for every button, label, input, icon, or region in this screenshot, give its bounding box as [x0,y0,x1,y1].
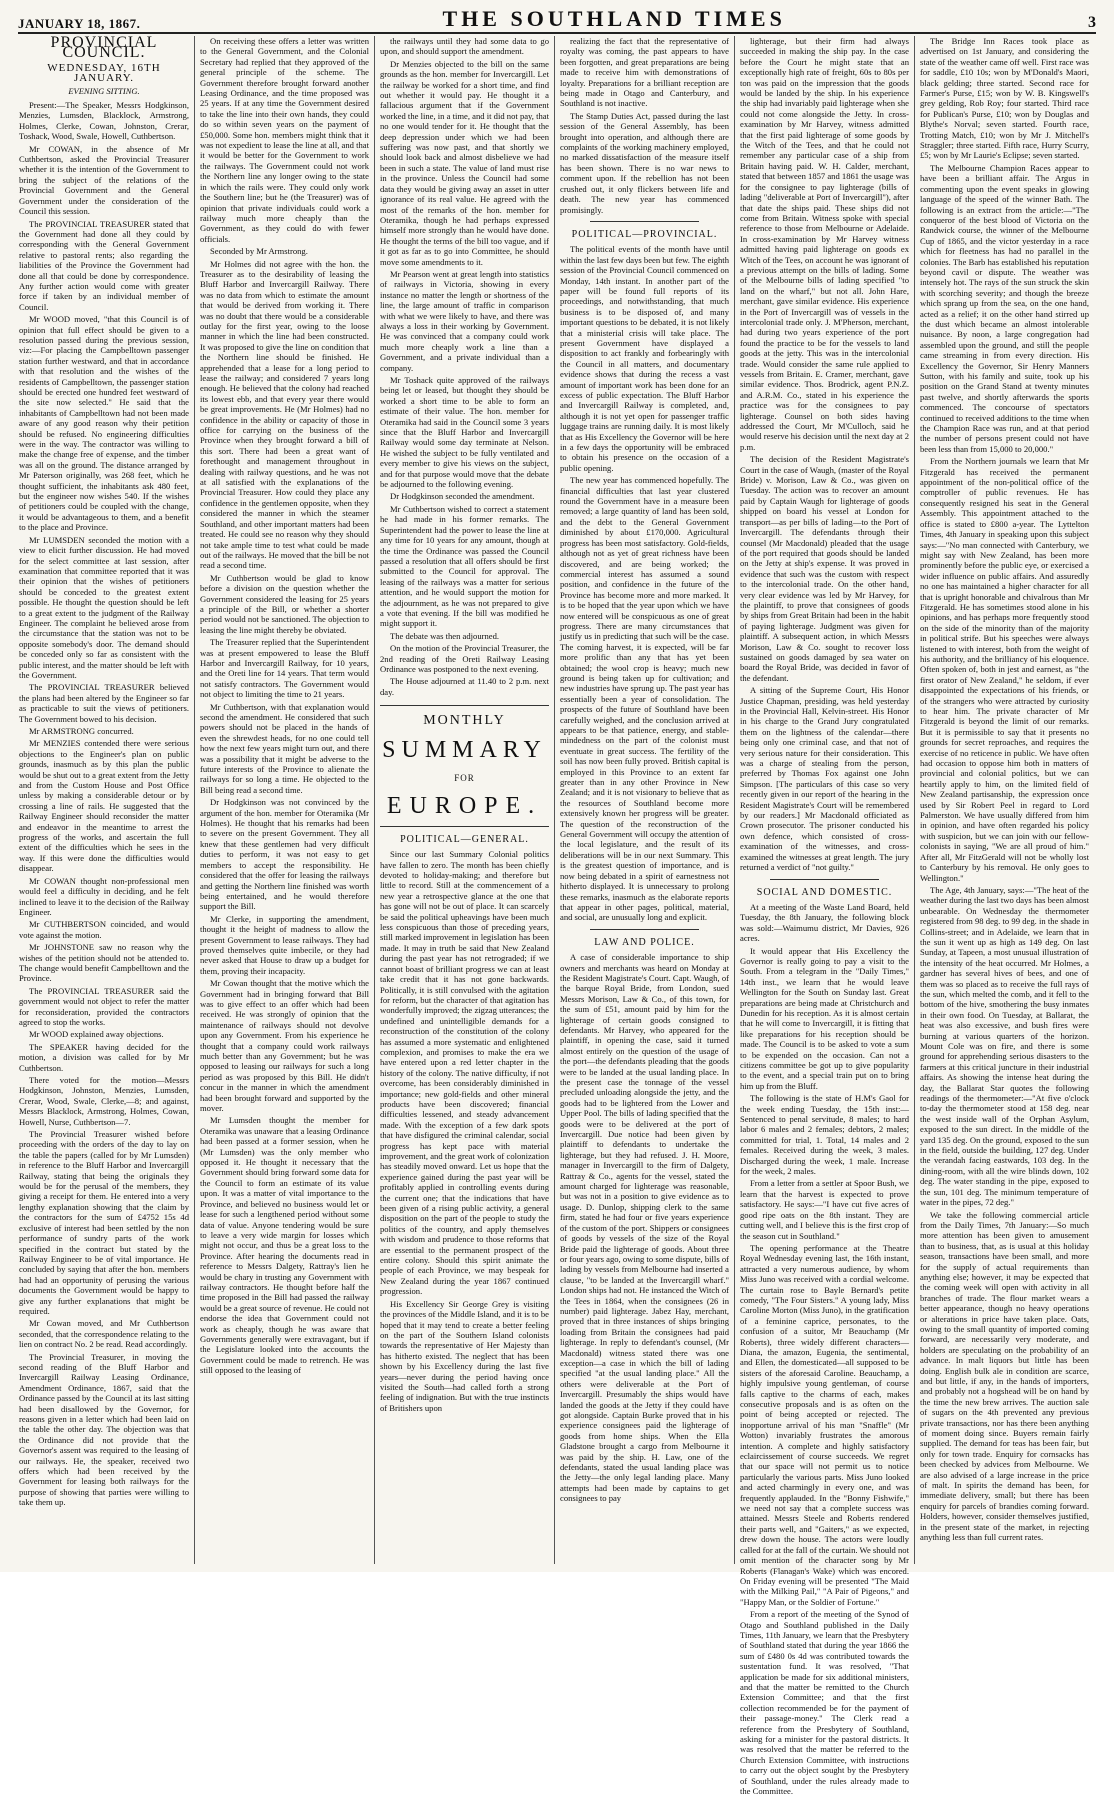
section-heading: SOCIAL AND DOMESTIC. [756,886,893,898]
section-heading: POLITICAL—PROVINCIAL. [571,228,718,240]
summary-line-summary: SUMMARY [382,736,547,763]
page-number: 3 [1087,14,1096,31]
newspaper-title: THE SOUTHLAND TIMES [442,6,786,31]
paragraph: The Bridge Inn Races took place as advertised on 1st January, and considering the state of the weather came off well. First race was for saddle, £10 10s; won by M'Donald's Maori, black gelding; three started. Second race for Farmer's Purse, £15; won by W. B. Kingswell's grey gelding, Rob Roy; four started. Third race for Publican's Purse, £10; won by Douglas and Blythe's Norval; seven started. Fourth race, Trotting Match, £10; won by Mr J. Mitchell's Straggler; three started. Fifth race, Hurry Scurry, £5; won by Mr Laurie's Eclipse; seven started. [920,36,1089,161]
paragraph: From a report of the meeting of the Synod of Otago and Southland published in the Daily Times, 11th January, we learn that the Presbytery of Southland stated that during the year 1866 the sum of £480 0s 4d was contributed towards the sustentation fund. It was resolved, "That application be made for six additional ministers, and that the matter be remitted to the Church Extension Committee; and that the first collection recommended be for the payment of their passage-money." The Clerk read a reference from the Presbytery of Southland, asking for a minister for the pastoral districts. It was resolved that the matter be referred to the Church Extension Committee, with instructions to carry out the object sought by the Presbytery of Southland, under the rules already made to the Committee. [740,1609,909,1796]
paragraph: lighterage, but their firm had always succeeded in making the ship pay. In the case before the Court he might state that an exceptionally high rate of freight, 60s to 80s per ton was paid on the impression that the goods would be landed by the ship. In his experience the ship had invariably paid lighterage when she could not come alongside the Jetty. In cross-examination by Mr Harvey, witness admitted that the first paid lighterage of some goods by the Witch of the Tees, and that he could not remember any particular case of a ship from Britain having paid. W. H. Calder, merchant, stated that between 1857 and 1861 the usage was for the consignee to pay lighterage (bills of lading "deliverable at Port of Invercargill"), after that date the ships paid. These ships did not come from Britain. Witness spoke with special reference to those from Melbourne or Adelaide. In cross-examination by Mr Harvey witness admitted having paid lighterage on goods ex Witch of the Tees, on account he was ignorant of a previous attempt on the bills of lading. Some of the Melbourne bills of lading specified "to land on the wharf," but not all. John Hare, merchant, gave similar evidence. His experience in the Port of Invercargill was of vessels in the intercolonial trade only. J. M'Pherson, merchant, had during two years experience of the port found the practice to be for the vessels to land goods at the jetty. This was in the intercolonial trade. Would consider the same rule applied to vessels from Britain. E. Cramer, merchant, gave similar evidence. Thos. Brodrick, agent P.N.Z. and A.R.M. Co., stated in his experience the practice was for the consignees to pay lighterage. Counsel on both sides having addressed the Court, Mr M'Culloch, said he would reserve his decision until the next day at 2 p.m. [740,36,909,452]
paragraph: Dr Hodgkinson was not convinced by the argument of the hon. member for Oteramika (Mr Holmes). He thought that his remarks had been to severe on the present Government. They all knew that these gentlemen had very difficult duties to perform, it was not easy to get members to accept the responsibility. He considered that the offer for leasing the railways and getting the Northern line finished was worth being entertained, and he would therefore support the Bill. [200,797,369,912]
summary-line-for: FOR [454,773,475,783]
paragraph: There voted for the motion—Messrs Hodgkinson, Johnston, Menzies, Lumsden, Crerar, Wood, Swale, Clerke,—8; and against, Messrs Blacklock, Armstrong, Holmes, Cowan, Howell, Nurse, Cuthbertson—7. [19,1075,189,1127]
paragraph: The Provincial Treasurer wished before proceeding with the orders of the day to lay on the table the papers (called for by Mr Lumsden) in reference to the Bluff Harbor and Invercargill Railway, stating that being the originals they would be for the perusal of the members, they giving a receipt for them. He entered into a very lengthy explanation showing that the claim by the contractors for the sum of £4752 15s 4d exclusive of interest had been settled by the non performance of sundry parts of the work specified in the contract but stated by the Railway Engineer to be of vital importance. He concluded by saying that after the hon. members had had an opportunity of perusing the various documents the Government would be happy to give any further explanations that might be required. [19,1129,189,1316]
section-heading: POLITICAL—GENERAL. [400,833,529,845]
paragraph: Mr CUTHBERTSON coincided, and would vote against the motion. [19,919,189,940]
paragraph: Mr JOHNSTONE saw no reason why the wishes of the petition should not be attended to. The change would benefit Campbelltown and the Province. [19,942,189,984]
sitting-date: WEDNESDAY, 16TH JANUARY. [47,61,161,85]
section-heading: PROVINCIAL COUNCIL. [50,34,158,62]
paragraph: Mr ARMSTRONG concurred. [29,726,134,736]
paragraph: The following is the state of H.M's Gaol for the week ending Tuesday, the 15th inst:—Sentenced to penal servitude, 8 males; to hard labor 6 males and 2 females; debtors, 2 males; committed for trial, 1. Total, 14 males and 2 females. Received during the week, 3 males. Discharged during the week, 1 male. Increase for the week, 2 males. [740,1093,909,1177]
paragraph: The opening performance at the Theatre Royal Wednesday evening last, the 16th instant, attracted a very numerous audience, by whom Miss Juno was received with a cordial welcome. The curtain rose to Bayle Bernard's petite comedy, "The Four Sisters." A young lady, Miss Caroline Morton (Miss Juno), in the gratification of a feminine caprice, personates, to the confusion of a suitor, Mr Beauchamp (Mr Roberts), three widely different characters—Diana, the amazon, Eugenia, the sentimental, and Ellen, the domesticated—all supposed to be sisters of the aforesaid Caroline. Beauchamp, a highly impulsive young gentleman, of course falls captive to the charms of each, makes consecutive proposals and is as often on the point of being accepted or rejected. The inopportune arrival of his man "Snaffle" (Mr Wotton) invariably frustrates the amorous intention. A complete and highly satisfactory eclaircissement of course succeeds. We regret that our space will not permit us to notice particularly the various parts. Miss Juno looked and acted charmingly in every one, and was frequently applauded. In the "Bonny Fishwife," we need not say that a complete success was attained. Messrs Steele and Roberts rendered their parts well, and "Gaiters," as we expected, drew down the house. The actors were loudly called for at the fall of the curtain. We should not omit mention of the character song by Mr Roberts (Flanagan's Wake) which was encored. On Friday evening will be presented "The Maid with the Milking Pail," "A Pair of Pigeons," and "Happy Man, or the Soldier of Fortune." [740,1242,909,1607]
paragraph: The new year has commenced hopefully. The financial difficulties that last year clustered round the Government have in a measure been removed; a large quantity of land has been sold, and the debt to the General Government diminished by about £170,000. Agricultural progress has been most satisfactory. Gold-fields, although not as yet of great richness have been discovered, and are being worked; the commercial interest has assumed a sound position, and confidence in the future of the Province has become more and more marked. It is to be hoped that the year upon which we have now entered will be conspicuous as one of great progress. There are many circumstances that justify us in predicting that such will be the case. The coming harvest, it is expected, will be far more prolific than any that has yet been obtained; the wool crop is heavy; much new ground is being taken up for cultivation; and new industries have sprung up. The past year has essentially been a year of consolidation. The prospects of the future of Southland have been carefully weighed, and the conclusion arrived at appears to be that patience, energy, and stable-mindedness on the part of the colonist must eventuate in great success. The fertility of the soil has now been fully proved. British capital is employed in this Province to an extent far greater than in any other Province in New Zealand; and it is not visionary to believe that as the resources of Southland become more extensively known her progress will be greater. The question of the reconstruction of the General Government will occupy the attention of the local legislature, and the result of its deliberations will be in our next Summary. This is the greatest question of importance, and is now being debated in a spirit of earnestness not hitherto displayed. It is unnecessary to prolong these remarks, inasmuch as the elaborate reports that appear in other pages, political, material, and social, are unusually long and explicit. [560,475,729,923]
monthly-summary-banner [380,705,549,827]
paragraph: Mr WOOD moved, "that this Council is of opinion that full effect should be given to a resolution passed during the previous session, viz:—For placing the Campbelltown passenger station further westward, and that in accordance with that resolution and the wishes of the residents of Campbelltown, the passenger station should be erected one hundred feet westward of the site now selected." He said that the inhabitants of Campbelltown had not been made aware of any good reason why their petition should be refused. No engineering difficulties were in the way. The contractor was willing to make the change free of expense, and the timber was all on the ground. The distance arranged by Mr Paterson originally, was 268 feet, which he thought sufficient, the inhabitants ask 480 feet, but the engineer now wishes 540. If the wishes of petitioners could be coupled with the change, it would be advantageous to them, and a benefit to the place and Province. [19,314,189,533]
paragraph: Present:—The Speaker, Messrs Hodgkinson, Menzies, Lumsden, Blacklock, Armstrong, Holmes, Clerke, Cowan, Johnston, Crerar, Toshack, Wood, Swale, Howell, Cuthbertson. [19,100,189,142]
paragraph: On receiving these offers a letter was written to the General Government, and the Colonial Secretary had replied that they approved of the general principle of the scheme. The Government therefore brought forward another Leasing Ordinance, and the time proposed was 25 years. If at any time the Government desired to take the line into their own hands, they could do so within seven years on the payment of £50,000. Some hon. members might think that it was not expedient to lease the line at all, and that it would be better for the Government to work the railways. The Government could not work the Northern line any longer owing to the state in which the rails were. They could only work the Southern line; but he (the Treasurer) was of opinion that private individuals could work a railway much more cheaply than the Government, as they could do with fewer officials. [200,36,369,244]
sitting-label: EVENING SITTING. [68,85,140,96]
paragraph: The PROVINCIAL TREASURER believed the plans had been altered by the Engineer so far as practicable to suit the views of petitioners. The Government bowed to his decision. [19,682,189,724]
paragraph: Mr Clerke, in supporting the amendment, thought it the height of madness to allow the present Government to lease railways. They had proved themselves quite imbecile, or they had never asked that House to draw up a budget for them, proving their incapacity. [200,913,369,976]
column-1 [14,36,194,1564]
paragraph: Mr LUMSDEN seconded the motion with a view to elicit further discussion. He had moved for the select committee at last session, after examination that committee reported that it was their opinion that the wishes of petitioners should be conceded to the greatest extent possible. He thought the question should be left to a great extent to the judgment of the Railway Engineer. The complaint he believed arose from the circumstance that the station was not to be opposite somebody's door. The demand should be conceded only so far as consistent with the public interest, and the matter should be left with the Government. [19,534,189,680]
column-6 [914,36,1094,1564]
paragraph: From the Northern journals we learn that Mr Fitzgerald has received the permanent appointment of the non-political office of the comptroller of public revenues. He has consequently resigned his seat in the General Assembly. This appointment attached to the office is stated to £800 a-year. The Lyttelton Times, 4th January in speaking upon this subject says:—"No man connected with Canterbury, we might say with New Zealand, has been more prominently before the public eye, or exercised a wider influence on public affairs. And assuredly no one has maintained a higher character for all that is upright honorable and chivalrous than Mr Fitzgerald. He has sometimes stood alone in his opinions, and has perhaps more frequently stood on the side of the minority than of the majority in political strife. But his speeches were always listened to with interest, both from the weight of his authority, and the brilliancy of his eloquence. Often spoken of, both in jest and earnest, as "the first orator of New Zealand," he seldom, if ever disappointed the expectations of his friends, or of the strangers who were attracted by curiosity to hear him. The private character of Mr Fitzgerald is beyond the limit of our remarks. But it is permissible to say that it presents no grounds for secret reproaches, and requires the exercise of no reticence in public. We have often had occasion to oppose him both in matters of provincial and colonial politics, but we can heartily apply to him, on the limited field of New Zealand partisanship, the expression once used by Sir Robert Peel in regard to Lord Palmerston. We have usually differed from him in opinion, and have often regarded his policy with suspicion, but we can join with our fellow-colonists in saying, "We are all proud of him." After all, Mr FitzGerald will not be wholly lost to Canterbury by his removal. He only goes to Wellington." [920,456,1089,883]
paragraph: Mr Cuthbertson would be glad to know before a division on the question whether the Government considered the leasing for 25 years a principle of the Bill, or whether a shorter period would not be sanctioned. The objection to leasing the line might thereby be obviated. [200,572,369,635]
paragraph: The Stamp Duties Act, passed during the last session of the General Assembly, has been brought into operation, and although there are complaints of the working machinery employed, no marked dissatisfaction of the measure itself has been shown. There is no war news to comment upon. If the rebellion has not been crushed out, it only flickers between life and death. The new year has commenced promisingly. [560,110,729,215]
paragraph: The political events of the month have until within the last few days been but few. The eighth session of the Provincial Council commenced on Monday, 14th instant. In another part of the paper will be found full reports of its proceedings, and notwithstanding, that much business is to be disposed of, and many important questions to be debated, it is not likely that a ministerial crisis will take place. The present Government have displayed a disposition to act frankly and forbearingly with the Council in all matters, and documentary evidence shows that during the recess a vast amount of important work has been done for an excess of public expectation. The Bluff Harbor and Invercargill Railway is completed, and, although it is not yet open for passenger traffic luggage trains are running daily. It is most likely that as His Excellency the Governor will be here in a few days the opportunity will be embraced to obtain his presence on the occasion of a public opening. [560,244,729,473]
paragraph: The SPEAKER having decided for the motion, a division was called for by Mr Cuthbertson. [19,1041,189,1073]
summary-line-monthly: MONTHLY [423,713,506,729]
paragraph: The PROVINCIAL TREASURER stated that the Government had done all they could by corresponding with the General Government relative to pastoral rents; also regarding the liabilities of the Province the Government had done all that could be done by correspondence. Any further action would come with greater force if taken by an individual member of Council. [19,218,189,312]
paragraph: Mr Pearson went at great length into statistics of railways in Victoria, showing in every instance no matter the length or shortness of the line, the large amount of traffic in comparison with what we were likely to have, and there was always a loss in their working by Government. He was convinced that a company could work much more cheaply work a line than a Government, and a private individual than a company. [380,268,549,373]
paragraph: At a meeting of the Waste Land Board, held Tuesday, the 8th January, the following block was sold:—Waimumu district, Mr Davies, 926 acres. [740,901,909,944]
paragraph: Mr Cuthbertson, with that explanation would second the amendment. He considered that such powers should not be placed in the hands of even the shrewdest heads, for no one could tell how the next few years might turn out, and there was a possibility that it might be adverse to the future interests of the Province to alienate the railways for so long a time. He objected to the Bill being read a second time. [200,701,369,795]
summary-line-europe: EUROPE. [386,793,543,820]
paragraph: Dr Menzies objected to the bill on the same grounds as the hon. member for Invercargill. Let the railway be worked for a short time, and find out whether it would pay. He thought it a fallacious argument that if the Government worked the line, in a time, and it did not pay, that no one would tender for it. He thought that the deep depression under which we had been suffering was now past, and that shortly we should look back and almost disbelieve we had been in such a state. The value of land must rise in the province. Unless the Council had some data they would be giving away an asset in utter ignorance of its real value. He agreed with the most of the remarks of the hon. member for Oteramika, though he had perhaps expressed himself more strongly than he would have done. He thought the terms of the bill too vague, and if it got as far as to go into Committee, he should move some amendments to it. [380,58,549,267]
issue-date: JANUARY 18, 1867. [18,16,141,31]
column-3 [374,36,554,1564]
paragraph: Dr Hodgkinson seconded the amendment. [390,491,535,502]
masthead [18,6,1096,34]
article-body [19,100,189,1508]
paragraph: Mr WOOD explained away objections. [29,1029,164,1040]
column-5 [734,36,914,1796]
column-4 [554,36,734,1564]
paragraph: The Melbourne Champion Races appear to have been a brilliant affair. The Argus in commenting upon the event speaks in glowing language of the speed of the winner Bath. The following is an extract from the article:—"The conqueror of the best blood of Victoria on the Randwick course, the winner of the Melbourne Cup of 1865, and the victor yesterday in a race which for fleetness has had no parallel in the colonies. The Barb has established his reputation beyond cavil or dispute. The weather was intensely hot. The rays of the sun struck the skin with scorching severity; and though the breeze which sprang up from the sea, on the one hand, acted as a relief; it on the other hand stirred up the dust which became an almost intolerable nuisance. By noon, a large congregation had assembled upon the ground, and still the people came streaming in from every direction. His Excellency the Governor, Sir Henry Manners Sutton, with his family and suite, took up his position on the Grand Stand at twenty minutes past twelve, and shortly afterwards the sports commenced. The concourse of spectators continued to received additions to the time when the Champion Race was run, and at that period the number of persons present could not have been less than from 15,000 to 20,000." [920,162,1089,454]
paragraph: Mr Toshack quite approved of the railways being let or leased, but thought they should be worked a short time to be able to form an estimate of their value. The hon. member for Oteramika had said in the Council some 3 years since that the Bluff Harbor and Invercargill Railway would some day terminate at Nelson. He wished the subject to be fully ventilated and every member to give his views on the subject, and for that purpose would move that the debate be adjourned to the following evening. [380,375,549,490]
paragraph: It would appear that His Excellency the Governor is really going to pay a visit to the South. From a telegram in the "Daily Times," 14th inst., we learn that he would leave Wellington for the South on Sunday last. Great preparations are being made at Christchurch and Dunedin for his reception. As it is almost certain that he will come to Invercargill, it is fitting that like preparations for his reception should be made. The Council is to be asked to vote a sum to be expended on the occasion. Can not a citizens committee be got up to give popularity to the event, and a special train put on to bring him up from the Bluff. [740,945,909,1091]
paragraph: From a letter from a settler at Spoor Bush, we learn that the harvest is expected to prove satisfactory. He says:—"I have cut five acres of good ripe oats on the 8th instant. They are cutting well, and I believe this is the first crop of the season cut in Southland." [740,1178,909,1241]
paragraph: Mr Holmes did not agree with the hon. the Treasurer as to the desirability of leasing the Bluff Harbor and Invercargill Railway. There was no data from which to estimate the amount that would be derived from working it. There was no doubt that there would be a considerable outlay for the first year, owing to the loose manner in which the line had been constructed. It was proposed to give the line on condition that the Northern line should be finished. He apprehended that a lease for a long period to lease the railway; and considered 7 years long enough. He believed that the colony had reached its lowest ebb, and that every year there would be great improvements. He (Mr Holmes) had no confidence in the ability or capacity of those in office for carrying on the business of the Province when they brought forward a bill of this sort. There had been a great want of forethought and management throughout in dealing with railway questions, and he was not at all satisfied with the explanations of the Provincial Treasurer. How could they place any confidence in the gentlemen opposite, when they considered the manner in which the steamer Southland, and other important matters had been treated. He could see no reason why they should not take ample time to test what could be made out of the railways. He moved that the bill be not read a second time. [200,258,369,571]
paragraph: Mr COWAN, in the absence of Mr Cuthbertson, asked the Provincial Treasurer whether it is the intention of the Government to bring the subject of the relations of the Provincial Government and the General Government under the consideration of the Council this session. [19,143,189,217]
paragraph: Mr Lumsden thought the member for Oteramika was unaware that a leasing Ordinance had been passed at a former session, when he (Mr Lumsden) was the only member who opposed it. He thought it necessary that the Government should bring forward some data for the Council to form an estimate of its value upon. It was a matter of vital importance to the Province, and believed no business would let or lease for such a lengthened period without some data of value. Anyone tendering would be sure to leave a very wide margin for losses which might not occur, and thus be a great loss to the Province. After hearing the documents read in reference to Messrs Dalgety, Rattray's lien he would be chary in trusting any Government with railway contractors. He thought before half the time proposed in the Bill had passed the railway would be a great source of revenue. He could not endorse the idea that Government could not work as cheaply, though he was aware that Governments generally were extravagant, but if the Legislature looked into the accounts the Government could be made to retrench. He was still opposed to the leasing of [200,1115,369,1376]
paragraph: His Excellency Sir George Grey is visiting the provinces of the Middle Island, and it is to be hoped that it may tend to create a better feeling on the part of the Southern Island colonists towards the representative of Her Majesty than has hitherto existed. The neglect that has been shown by his Excellency during the last five years—never during the period having once visited the South—had called forth a strong feeling of indignation. But with the true instincts of Britishers upon [380,1298,549,1413]
paragraph: The Treasurer replied that the Superintendent was at present empowered to lease the Bluff Harbor and Invercargill Railway, for 10 years, and the Oreti line for 14 years. That term would not satisfy contractors. The Government would not object to limiting the time to 21 years. [200,637,369,700]
paragraph: On the motion of the Provincial Treasurer, the 2nd reading of the Oreti Railway Leasing Ordinance was postponed to the next evening. [380,643,549,674]
paragraph: Mr Cowan thought that the motive which the Government had in bringing forward that Bill was to give effect to an offer which had been received. He was strongly of opinion that the maintenance of railways should not devolve upon any Government. From his experience he thought that a company could work railways much better than any Government; but he was opposed to leasing our railways for such a long period as was proposed by this Bill. He didn't concur in the manner in which the amendment had been brought forward and supported by the mover. [200,978,369,1114]
column-2 [194,36,374,1564]
divider [770,879,879,880]
paragraph: A case of considerable importance to ship owners and merchants was heard on Monday at the Resident Magistrate's Court. Capt. Waugh, of the barque Royal Bride, from London, sued Messrs Morison, Law & Co., of this town, for the sum of £51, amount paid by him for the lighterage of certain goods consigned to defendants. Mr Harvey, who appeared for the plaintiff, in opening the case, said it turned almost entirely on the question of the usage of the port—the defendants pleading that the goods were to be landed at the usual landing place. In the present case the tonnage of the vessel precluded unloading alongside the jetty, and the goods had to be lightered from the Lower and Upper Pool. The bills of lading specified that the goods were to be delivered at the port of Invercargill. Due notice had been given by plaintiff to defendants to undertake the lighterage, but they had refused. J. H. Moore, manager in Invercargill to the firm of Dalgety, Rattray & Co., agents for the vessel, stated the amount charged for lighterage was reasonable, but was not in a position to give evidence as to usage. D. Dunlop, shipping clerk to the same firm, stated he had four or five years experience of the custom of the port. Shippers or consignees of goods by vessels of the size of the Royal Bride paid the lighterage of goods. About three or four years ago, owing to some dispute, bills of lading by vessels from Melbourne had inserted a clause, "to be landed at the Invercargill wharf." London ships had not. He instanced the Witch of the Tees in 1864, when the consignees (26 in number) paid lighterage. Jabez Hay, merchant, proved that in three instances of ships bringing loading from Britain the consignees had paid lighterage. In reply to defendant's counsel, (Mr Macdonald) witness stated there was one exception—a case in which the bill of lading specified "at the usual landing place." All the others were deliverable at the Port of Invercargill. Presumably the ships would have landed the goods at the Jetty if they could have got alongside. Captain Burke proved that in his experience consignees paid the lighterage of goods from home ships. When the Ella Gladstone brought a cargo from Melbourne it was paid by the ship. H. Law, one of the defendants, stated the usual landing place was the Jetty—the only legal landing place. Many attempts had been made by captains to get consignees to pay [560,952,729,1504]
section-heading: LAW AND POLICE. [594,936,695,948]
paragraph: the railways until they had some data to go upon, and should support the amendment. [380,36,549,57]
paragraph: Mr COWAN thought non-professional men would feel a difficulty in deciding, and he felt inclined to leave it to the decision of the Railway Engineer. [19,875,189,917]
paragraph: The Provincial Treasurer, in moving the second reading of the Bluff Harbor and Invercargill Railway Leasing Ordinance, Amendment Ordinance, 1867, said that the Ordinance passed by the Council at its last sitting had been disallowed by the Governor, for reasons given in a letter which had been laid on the table the other day. The objection was that the Ordinance did not provide that the Governor's assent was required to the leasing of our railways. He, the speaker, received two offers which had been received by the Government for leasing both railways for the purpose of showing that parties were willing to take them up. [19,1351,189,1508]
paragraph: Seconded by Mr Armstrong. [210,246,308,257]
paragraph: Since our last Summary Colonial politics have fallen to zero. The month has been chiefly devoted to holiday-making; and therefore but little to record. Still at the commencement of a new year a retrospective glance at the one that has gone will not be out of place. It can scarcely be said the political upheavings have been much less conspicuous than those of preceding years, still marked improvement in legislation has been made. It may in truth be said that New Zealand during the past year has not retrograded; if we cannot boast of brilliant progress we can at least take credit that it has not gone backwards. Politically, it is still convulsed with the agitation for reform, but the character of that agitation has wonderfully improved; the zigzag utterances; the undefined and unintelligible demands for a reconstruction of the constitution of the colony has assumed a more systematic and enlightened complexion, and promises to make the era we have entered upon a red letter chapter in the history of the colony. The native difficulty, if not overcome, has been considerably diminished in importance; new gold-fields and other mineral products have been discovered; financial difficulties lessened, and steady advancement made. With the exception of a few dark spots that have disfigured the criminal calendar, social progress has kept pace with material improvement, and the great work of colonization has steadily moved onward. Let us hope that the experience gained during the past year will be profitably applied in controlling events during the current one; that the indications that have been given of a rising public activity, a general disposition on the part of the people to study the politics of the country, and apply themselves with wisdom and prudence to those reforms that are essential to the permanent prospect of the entire colony. Should this spirit animate the people of each Province, we may bespeak for New Zealand during the year 1867 continued progression. [380,849,549,1297]
paragraph: A sitting of the Supreme Court, His Honor Justice Chapman, presiding, was held yesterday in the Provincial Hall, Kelvin-street. His Honor in his charge to the Grand Jury congratulated them on the lightness of the calendar—there being only one criminal case, and that not of very serious nature for their consideration. This was a charge of stealing from the person, preferred by Thomas Fox against one John Simpson. [The particulars of this case so very recently given in our report of the hearing in the Resident Magistrate's Court will be remembered by our readers.] Mr Macdonald officiated as Crown prosecutor. The prisoner conducted his own defence, which consisted of cross-examination of the witnesses, and cross-examined the witnesses at great length. The jury returned a verdict of "not guilty." [740,685,909,873]
paragraph: Mr MENZIES contended there were serious objections to the Engineer's plan on public grounds, inasmuch as by this plan the public would be shut out to a great extent from the Jetty and from the Custom House and Post Office unless by making a considerable detour or by crossing a line of rails. He suggested that the Railway Engineer should reconsider the matter and endeavor in the meantime to arrest the progress of the works, and ascertain the full extent of the difficulties which he sees in the way. If this were done the difficulties would disappear. [19,738,189,874]
divider [590,221,699,222]
paragraph: realizing the fact that the representative of royalty was coming, the past appears to have been forgotten, and great preparations are being made to receive him with demonstrations of loyalty. Preparations for a brilliant reception are being made in Otago and Canterbury, and Southland is not inactive. [560,36,729,109]
paragraph: The debate was then adjourned. [390,630,500,641]
paragraph: The PROVINCIAL TREASURER said the government would not object to refer the matter for reconsideration, provided the contractors agreed to stop the works. [19,985,189,1027]
paragraph: The Age, 4th January, says:—"The heat of the weather during the last two days has been almost unbearable. On Wednesday the thermometer registered from 98 deg. to 99 deg. in the shade in Collins-street; and in Adelaide, we learn that in the sun it went up as high as 149 deg. On last Sunday, at Tapeen, a most unusual illustration of the intensity of the heat occurred. Mr Holmes, a gardner has several hives of bees, and one of them was so placed as to receive the full rays of the sun, which melted the comb, and it fell to the bottom of the hive, smothering the busy inmates in their own food. On Tuesday, at Ballarat, the heat was also excessive, and bush fires were burning at various quarters of the horizon. Mount Cole was on fire, and there is some ground for apprehending serious disasters to the farmers at this critical juncture in their industrial affairs. As showing the intense heat during the day, the Ballarat Star quotes the following readings of the thermometer:—"At five o'clock to-day the thermometer stood at 158 deg. near the west inside wall of the Orphan Asylum, exposed to the sun direct. In the middle of the yard 135 deg. On the ground, exposed to the sun in the field, outside the building, 127 deg. Under the verandah facing eastwards, 103 deg. In the dining-room, with all the wire blinds down, 102 deg. The water standing in the pipe, exposed to the sun, 101 deg. The minimum temperature of water in the pipes, 72 deg." [920,884,1089,1208]
divider [590,929,699,930]
paragraph: The decision of the Resident Magistrate's Court in the case of Waugh, (master of the Royal Bride) v. Morison, Law & Co., was given on Tuesday. The action was to recover an amount paid by Captain Waugh for lighterage of goods shipped on board his vessel at London for transport—as per bills of lading—to the Port of Invercargill. The defendants through their counsel (Mr Macdonald) pleaded that the usage of the port required that goods should be landed on the Jetty at ship's expense. It was proved in evidence that such was the custom with respect to the intercolonial trade. On the other hand, very clear evidence was led by Mr Harvey, for the plaintiff, to prove that consignees of goods by ships from Great Britain had been in the habit of paying lighterage. Judgment was given for plaintiff. A subsequent action, in which Messrs Morison, Law & Co. sought to recover loss sustained on goods damaged by sea water on board the Royal Bride, was decided in favor of the defendant. [740,454,909,683]
paragraph: Mr Cuthbertson wished to correct a statement he had made in his former remarks. The Superintendent had the power to lease the line at any time for 10 years for any amount, though at the time the Ordinance was passed the Council passed a resolution that all offers should be first submitted to the Council for approval. The leasing of the railways was a matter for serious attention, and he would support the motion for the adjournment, as he was not prepared to give a vote that evening. If the bill was modified he might support it. [380,503,549,629]
paragraph: We take the following commercial article from the Daily Times, 7th January:—So much more attention has been given to amusement than to business, that, as is usual at this holiday season, transactions have been small, and more for the supply of actual requirements than anything else; however, it may be expected that the coming week will open with activity in all branches of trade. The flour market wears a better appearance, though no heavy operations or alterations in price have taken place. Oats, owing to the small quantity of imported coming forward, are necessarily very moderate, and holders are speculating on the probability of an advance. In malt liquors but little has been doing. English bulk ale in condition are scarce, and but little, if any, in the hands of importers, and probably not a hogshead will be on hand by the time the new brew arrives. The auction sale of sugars on the 4th prevented any previous private transactions, nor has there been anything of moment doing since. Buyers remain fairly supplied. The demand for teas has been fair, but only for town trade. Enquiry for cornsacks has been checked by advices from Melbourne. We are also advised of a large increase in the price of malt. In spirits the demand has been, for immediate delivery, small; but there has been enquiry for parcels of brandies coming forward. Holders, however, consider themselves justified, in the present state of the market, in rejecting anything less than full current rates. [920,1209,1089,1543]
paragraph: The House adjourned at 11.40 to 2 p.m. next day. [380,676,549,697]
paragraph: Mr Cowan moved, and Mr Cuthbertson seconded, that the correspondence relating to the lien on contract No. 2 be read. Read accordingly. [19,1318,189,1350]
columns [14,34,1100,1796]
